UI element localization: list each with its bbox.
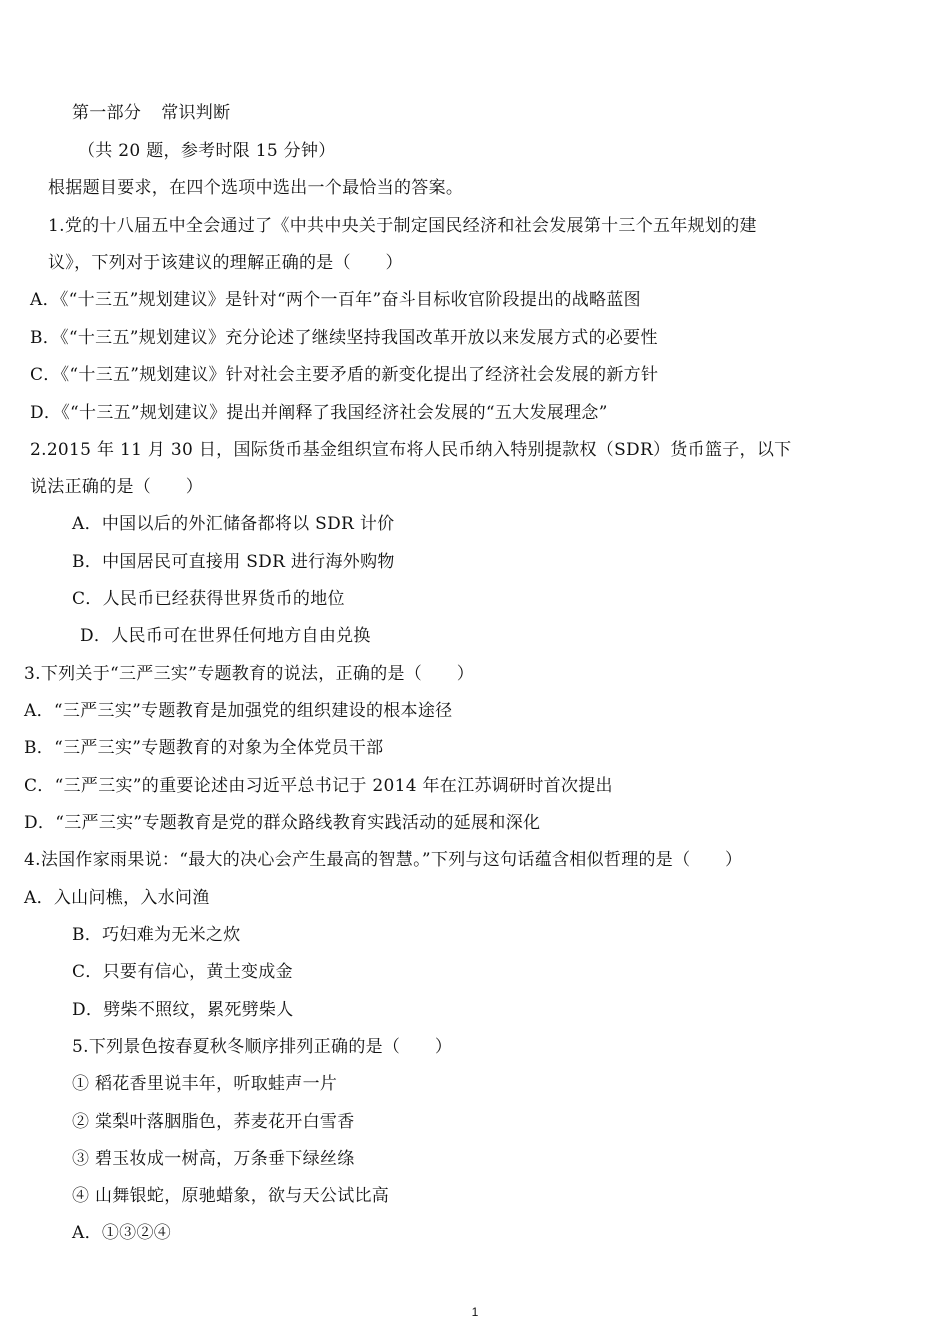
question-stem-line: 4.法国作家雨果说：“最大的决心会产生最高的智慧。”下列与这句话蕴含相似哲理的是（ ） bbox=[24, 850, 743, 870]
section-title: 常识判断 bbox=[161, 103, 231, 123]
section-part: 第一部分 bbox=[72, 103, 142, 123]
option-c: C．人民币已经获得世界货币的地位 bbox=[72, 589, 345, 609]
option-b: B．《“十三五”规划建议》充分论述了继续坚持我国改革开放以来发展方式的必要性 bbox=[30, 328, 658, 348]
option-c: C．“三严三实”的重要论述由习近平总书记于 2014 年在江苏调研时首次提出 bbox=[24, 776, 613, 796]
question-stem-line: 1.党的十八届五中全会通过了《中共中央关于制定国民经济和社会发展第十三个五年规划的建 bbox=[48, 216, 757, 236]
question-stem-line: 说法正确的是（ ） bbox=[30, 477, 203, 497]
option-d: D．《“十三五”规划建议》提出并阐释了我国经济社会发展的“五大发展理念” bbox=[30, 403, 608, 423]
option-c: C．《“十三五”规划建议》针对社会主要矛盾的新变化提出了经济社会发展的新方针 bbox=[30, 365, 659, 385]
question-stem-line: 2.2015 年 11 月 30 日，国际货币基金组织宣布将人民币纳入特别提款权（SDR）货币篮子，以下 bbox=[30, 440, 792, 460]
option-d: D．人民币可在世界任何地方自由兑换 bbox=[80, 626, 371, 646]
section-instruction: 根据题目要求，在四个选项中选出一个最恰当的答案。 bbox=[48, 178, 464, 198]
poem-item-2: ② 棠梨叶落胭脂色，荞麦花开白雪香 bbox=[72, 1112, 355, 1132]
option-d: D．“三严三实”专题教育是党的群众路线教育实践活动的延展和深化 bbox=[24, 813, 541, 833]
option-b: B．中国居民可直接用 SDR 进行海外购物 bbox=[72, 552, 395, 572]
poem-item-4: ④ 山舞银蛇，原驰蜡象，欲与天公试比高 bbox=[72, 1186, 390, 1206]
section-heading bbox=[72, 101, 230, 125]
option-a: A．“三严三实”专题教育是加强党的组织建设的根本途径 bbox=[24, 701, 453, 721]
page-number: 1 bbox=[471, 1305, 479, 1319]
option-a: A．入山问樵，入水问渔 bbox=[24, 888, 210, 908]
option-b: B．“三严三实”专题教育的对象为全体党员干部 bbox=[24, 738, 384, 758]
poem-item-3: ③ 碧玉妆成一树高，万条垂下绿丝绦 bbox=[72, 1149, 355, 1169]
option-d: D．劈柴不照纹，累死劈柴人 bbox=[72, 1000, 294, 1020]
option-a: A．《“十三五”规划建议》是针对“两个一百年”奋斗目标收官阶段提出的战略蓝图 bbox=[30, 290, 641, 310]
option-a: A．中国以后的外汇储备都将以 SDR 计价 bbox=[72, 514, 395, 534]
question-stem-line: 3.下列关于“三严三实”专题教育的说法，正确的是（ ） bbox=[24, 664, 475, 684]
option-b: B．巧妇难为无米之炊 bbox=[72, 925, 241, 945]
poem-item-1: ① 稻花香里说丰年，听取蛙声一片 bbox=[72, 1074, 338, 1094]
option-c: C．只要有信心，黄土变成金 bbox=[72, 962, 293, 982]
section-meta: （共 20 题，参考时限 15 分钟） bbox=[78, 141, 336, 161]
question-stem-line: 议》，下列对于该建议的理解正确的是（ ） bbox=[48, 253, 403, 273]
option-a: A．①③②④ bbox=[72, 1223, 172, 1243]
question-stem-line: 5.下列景色按春夏秋冬顺序排列正确的是（ ） bbox=[72, 1037, 453, 1057]
